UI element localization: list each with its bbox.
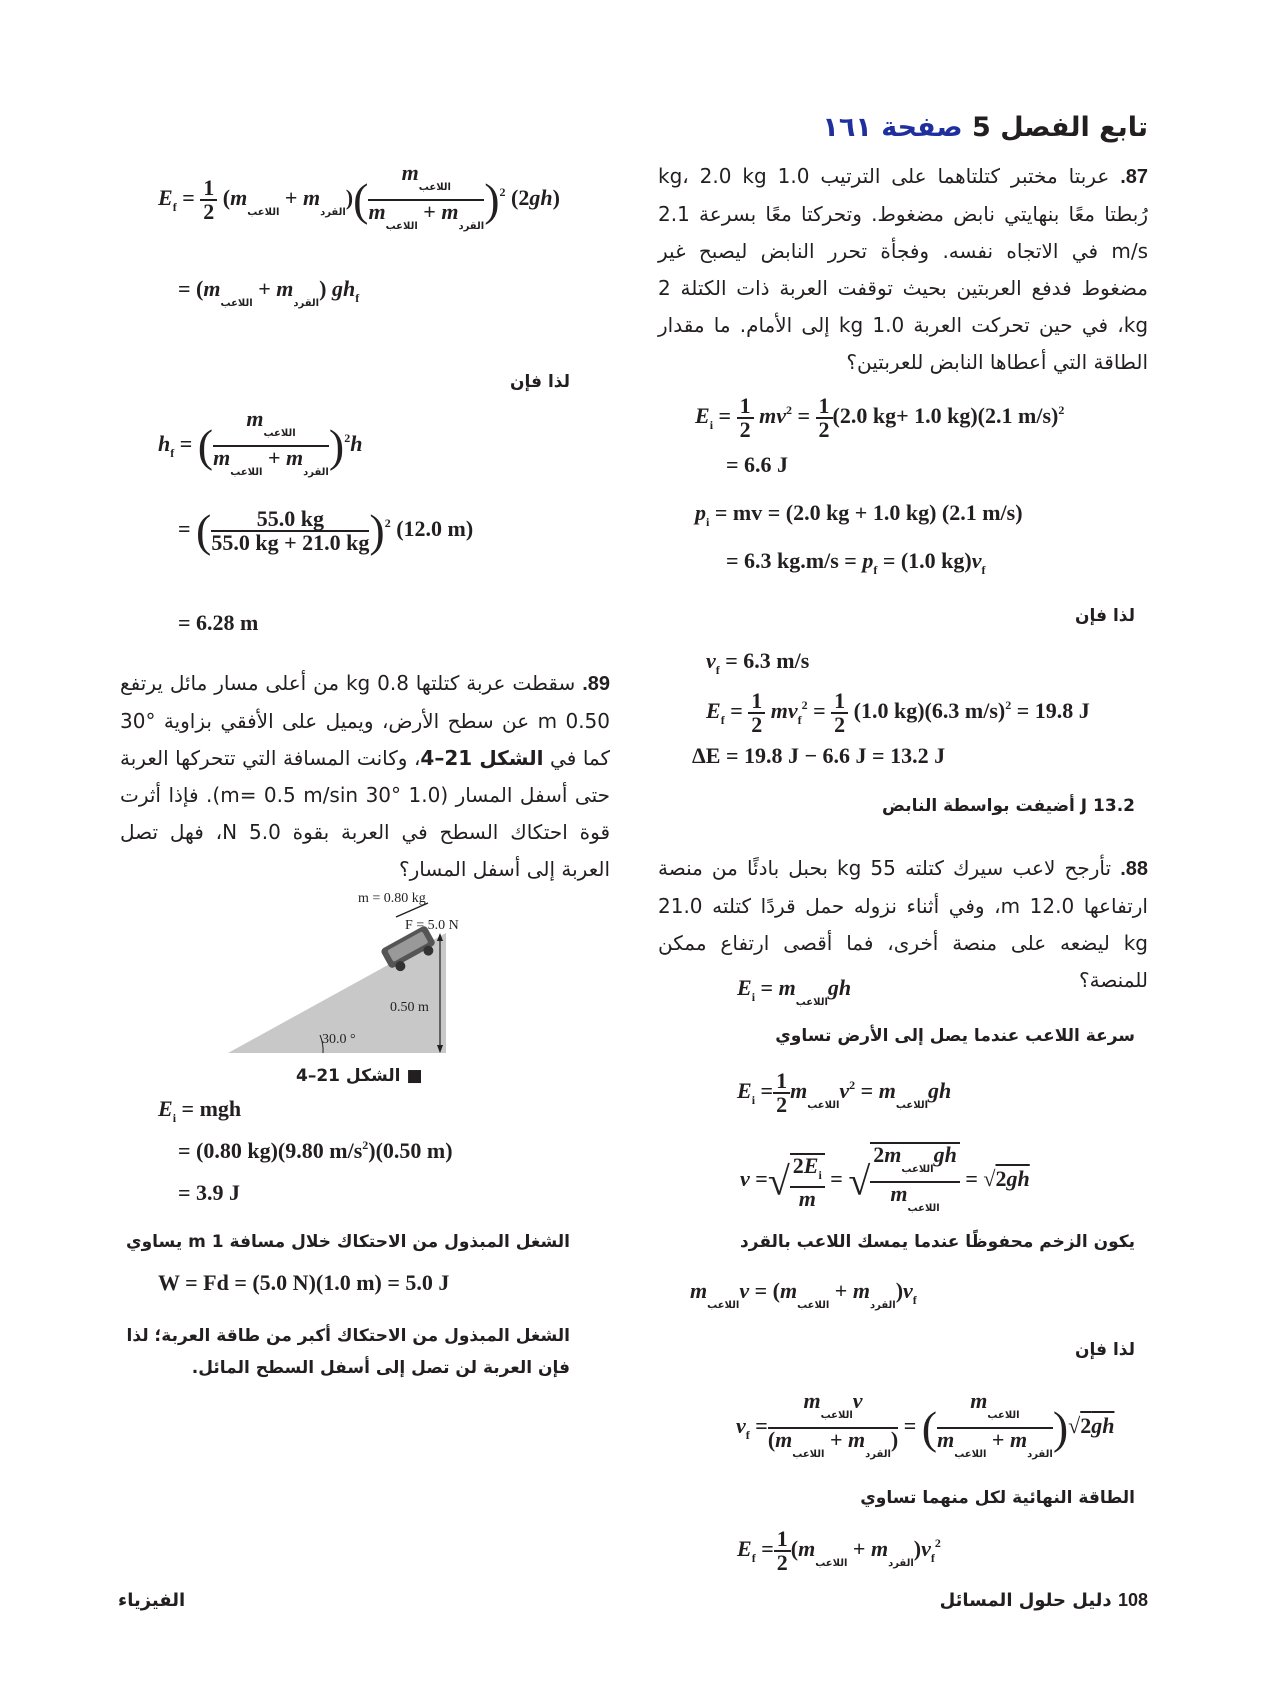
caption-bullet: ■ bbox=[406, 1066, 423, 1086]
p89-eq-result: = 3.9 J bbox=[178, 1180, 241, 1205]
figure-mass-label: m = 0.80 kg bbox=[358, 891, 426, 906]
problem-88-text bbox=[658, 850, 1148, 999]
p89-work-label: الشغل المبذول من الاحتكاك خلال مسافة 1 m يساوي bbox=[125, 1232, 570, 1252]
footer-subject: الفيزياء bbox=[118, 1590, 186, 1611]
p87-eq-delta: ΔE = 19.8 J − 6.6 J = 13.2 J bbox=[692, 743, 946, 768]
left-eq-hf: $h_f$ = ( $\frac{m_{اللاعب}}{m_{اللاعب} + m_{القرد}}$ )$^2$h bbox=[158, 406, 363, 478]
p88-so-label: لذا فإن bbox=[1075, 1340, 1135, 1360]
p87-eq-energy: = 6.6 J bbox=[726, 452, 789, 477]
problem-number: 87. bbox=[1120, 166, 1149, 188]
left-eq-result: = 6.28 m bbox=[178, 610, 259, 635]
p89-eq-values: = (0.80 kg)(9.80 $m/s^2)(0.50$ m) bbox=[178, 1138, 453, 1163]
figure-height-label: 0.50 m bbox=[390, 1000, 429, 1015]
problem-89-text bbox=[120, 665, 610, 888]
p87-eq-pf: = 6.3 $kg.m/s = p_f = (1.0$ $kg)v_f$ bbox=[726, 548, 986, 577]
figure-caption: ■ الشكل 21–4 bbox=[296, 1066, 423, 1086]
p89-eq-ei: $E_i$ = mgh bbox=[158, 1096, 242, 1125]
chapter-title: تابع الفصل 5 bbox=[972, 112, 1148, 143]
p87-answer: 13.2 J أضيفت بواسطة النابض bbox=[882, 796, 1135, 816]
p87-eq-ef: $E_f$ = $\frac{1}{2}$ $mv_f^2$ = $\frac{1}{2}$ (1.0 kg)(6.3 m/s)$^2$ = 19.8 J bbox=[706, 688, 1090, 737]
left-so-label: لذا فإن bbox=[510, 372, 570, 392]
p88-final-energy-label: الطاقة النهائية لكل منهما تساوي bbox=[860, 1488, 1135, 1508]
page-ref: صفحة ١٦١ bbox=[822, 112, 963, 143]
p87-eq-ei: $E_i$ = $\frac{1}{2}$ $mv^2$ = $\frac{1}{2}$ (2.0 kg+ 1.0 kg)(2.1 m/s)$^2$ bbox=[695, 393, 1065, 442]
p87-eq-vf: $v_f = 6.3$ m/s bbox=[706, 648, 810, 677]
page-number: 108 bbox=[1117, 1590, 1148, 1610]
book-title: دليل حلول المسائل bbox=[939, 1590, 1112, 1611]
problem-number: 89. bbox=[582, 673, 610, 695]
p89-work-eq: W = Fd = (5.0 N)(1.0 m) = 5.0 J bbox=[158, 1270, 450, 1295]
p87-eq-momentum: $p_i$ = mv = (2.0 kg + 1.0 kg) (2.1 m/s) bbox=[695, 500, 1023, 529]
p88-speed-label: سرعة اللاعب عندما يصل إلى الأرض تساوي bbox=[775, 1026, 1135, 1046]
left-eq-ef: $E_f$ = $\frac{1}{2}$ $(m_{اللاعب} + m_{القرد})$( $\frac{m_{اللاعب}}{m_{اللاعب} + m_{القرد}}$ )$^2$ (2gh) bbox=[158, 160, 560, 232]
p88-eq-ei: $E_i = m_{اللاعب}gh$ bbox=[737, 975, 852, 1008]
p88-eq-vf: $v_f$ = $\frac{m_{اللاعب}v}{(m_{اللاعب} + m_{القرد})}$ = ( $\frac{m_{اللاعب}}{m_{اللاعب} + m_{القرد}}$ )√2gh bbox=[736, 1388, 1115, 1460]
problem-number: 88. bbox=[1120, 858, 1149, 880]
p89-conclusion: الشغل المبذول من الاحتكاك أكبر من طاقة العربة؛ لذا فإن العربة لن تصل إلى أسفل السطح المائل. bbox=[126, 1326, 570, 1378]
problem-87-text bbox=[658, 158, 1148, 381]
figure-reference: الشكل 21–4 bbox=[420, 746, 544, 770]
p88-eq-momentum: $m_{اللاعب}v = (m_{اللاعب} + m_{القرد})v_f$ bbox=[690, 1278, 917, 1311]
p88-momentum-label: يكون الزخم محفوظًا عندما يمسك اللاعب بالقرد bbox=[740, 1232, 1135, 1252]
problem-statement: تأرجح لاعب سيرك كتلته 55 kg بحبل بادئًا من منصة ارتفاعها 12.0 m، وفي أثناء نزوله حمل قردًا كتلته 21.0 kg ليضعه على منصة أخرى، فما أقصى ارتفاع ممكن للمنصة؟ bbox=[658, 856, 1148, 992]
problem-statement: سقطت عربة كتلتها 0.8 kg من أعلى مسار مائل يرتفع 0.50 m عن سطح الأرض، ويميل على الأفقي بزاوية °30 كما في الشكل 21–4، وكانت المسافة التي تتحركها العربة حتى أسفل المسار (1.0 m= 0.5 m/sin 30°). فإذا أثرت قوة احتكاك السطح في العربة بقوة 5.0 N، فهل تصل العربة إلى أسفل المسار؟ bbox=[120, 671, 611, 881]
figure-angle-label: 30.0 ° bbox=[322, 1032, 356, 1047]
footer-book bbox=[940, 1590, 1148, 1611]
problem-statement: عربتا مختبر كتلتاهما على الترتيب 1.0 kg، 2.0 kg رُبطتا معًا بنهايتي نابض مضغوط. وتحركتا معًا بسرعة 2.1 m/s في الاتجاه نفسه. وفجأة تحرر النابض ليصبح غير مضغوط فدفع العربتين بحيث توقفت العربة ذات الكتلة 2 kg، في حين تحركت العربة 1.0 kg إلى الأمام. ما مقدار الطاقة التي أعطاها النابض للعربتين؟ bbox=[658, 164, 1149, 374]
figure-force-label: F = 5.0 N bbox=[405, 918, 459, 933]
left-eq-hf-values: = ( $\frac{55.0 kg}{55.0 kg + 21.0 kg}$ )$^2$ (12.0 m) bbox=[178, 505, 474, 556]
p87-so-label: لذا فإن bbox=[1075, 606, 1135, 626]
p88-eq-kinetic: $E_i$ = $\frac{1}{2}$ $m_{اللاعب}v^2 = m_{اللاعب}gh$ bbox=[737, 1068, 952, 1117]
left-eq-ef2: = $(m_{اللاعب} + m_{القرد})$ $gh_f$ bbox=[178, 276, 360, 309]
page-title bbox=[822, 112, 1148, 143]
p88-eq-speed: v =√ $\frac{2E_i}{m}$ = √ $\frac{2m_{اللاعب}gh}{m_{اللاعب}}$ = √2gh bbox=[740, 1142, 1030, 1220]
p88-eq-ef: $E_f$ = $\frac{1}{2}$ $(m_{اللاعب} + m_{القرد})v_f^2$ bbox=[737, 1526, 941, 1575]
